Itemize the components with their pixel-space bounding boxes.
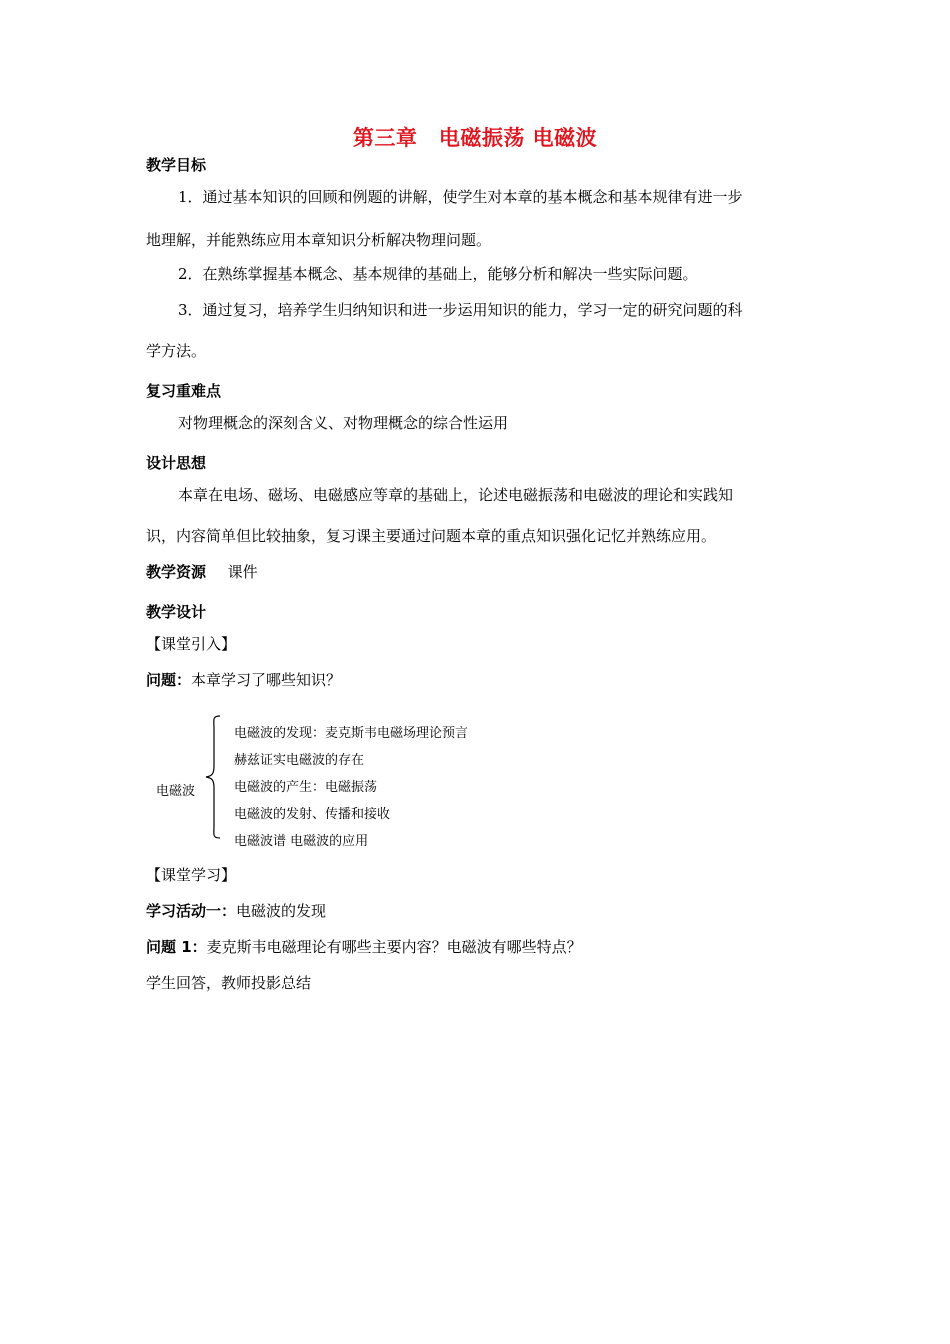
intro-question [146, 673, 808, 688]
knowledge-tree-item: 电磁波的发现：麦克斯韦电磁场理论预言 [234, 726, 469, 741]
design-idea-heading: 设计思想 [146, 454, 207, 472]
goal-item-1-line-1: 1．通过基本知识的回顾和例题的讲解，使学生对本章的基本概念和基本规律有进一步 [178, 188, 743, 206]
resources-heading: 教学资源 [146, 563, 207, 581]
goal-item-2: 2．在熟练掌握基本概念、基本规律的基础上，能够分析和解决一些实际问题。 [178, 265, 698, 283]
knowledge-tree-root: 电磁波 [156, 784, 196, 799]
question-1-text: 麦克斯韦电磁理论有哪些主要内容？电磁波有哪些特点？ [206, 938, 582, 956]
activity-label: 学习活动一： [146, 902, 237, 920]
goal-item-3-line-2: 学方法。 [146, 342, 207, 360]
goal-item-3-line-1: 3．通过复习，培养学生归纳知识和进一步运用知识的能力，学习一定的研究问题的科 [178, 301, 743, 319]
key-points-text: 对物理概念的深刻含义、对物理概念的综合性运用 [178, 414, 509, 432]
teaching-design-heading: 教学设计 [146, 603, 207, 621]
class-intro-bracket: 【课堂引入】 [146, 635, 237, 653]
knowledge-tree-item: 电磁波谱 电磁波的应用 [234, 834, 369, 849]
question-1 [146, 940, 808, 955]
question-1-label: 问题 1： [146, 938, 207, 956]
knowledge-tree-item: 赫兹证实电磁波的存在 [234, 753, 365, 768]
activity-text: 电磁波的发现 [236, 902, 327, 920]
learning-activity-1 [146, 904, 808, 919]
intro-question-label: 问题： [146, 671, 192, 689]
resources-value: 课件 [227, 563, 258, 581]
key-points-heading: 复习重难点 [146, 382, 222, 400]
resources-line [146, 565, 808, 580]
answer-note: 学生回答，教师投影总结 [146, 974, 312, 992]
goal-item-1-line-2: 地理解，并能熟练应用本章知识分析解决物理问题。 [146, 231, 492, 249]
page-title: 第三章 电磁振荡 电磁波 [352, 126, 598, 150]
knowledge-tree-item: 电磁波的发射、传播和接收 [234, 807, 391, 822]
curly-brace-icon [200, 714, 224, 840]
knowledge-tree-item: 电磁波的产生：电磁振荡 [234, 780, 378, 795]
class-learning-bracket: 【课堂学习】 [146, 866, 237, 884]
design-idea-line-1: 本章在电场、磁场、电磁感应等章的基础上，论述电磁振荡和电磁波的理论和实践知 [178, 486, 734, 504]
design-idea-line-2: 识，内容简单但比较抽象，复习课主要通过问题本章的重点知识强化记忆并熟练应用。 [146, 527, 717, 545]
intro-question-text: 本章学习了哪些知识？ [191, 671, 342, 689]
goals-heading: 教学目标 [146, 156, 207, 174]
